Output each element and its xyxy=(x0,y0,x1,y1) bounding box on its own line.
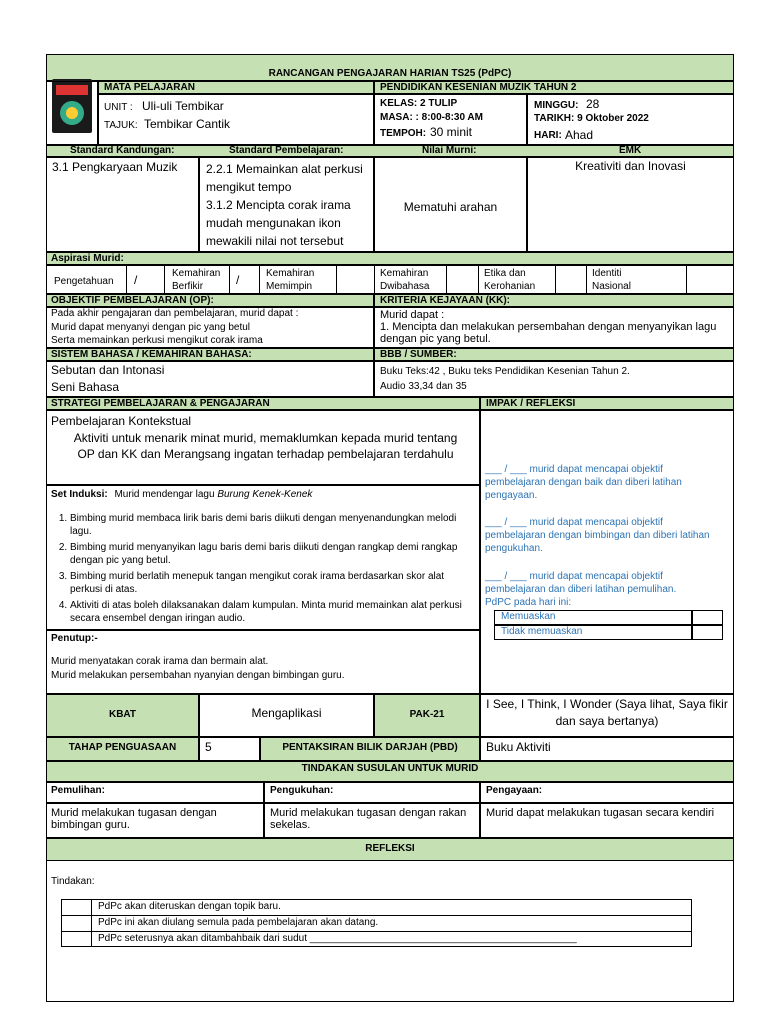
tajuk-label: TAJUK: xyxy=(104,120,138,131)
tindakan-susulan-label: TINDAKAN SUSULAN UNTUK MURID xyxy=(301,763,479,774)
aspirasi-identiti: Identiti Nasional xyxy=(592,268,631,292)
mata-pelajaran-label: MATA PELAJARAN xyxy=(104,82,195,93)
nilai-value: Mematuhi arahan xyxy=(403,200,498,214)
bahasa-line2: Seni Bahasa xyxy=(51,380,120,394)
aspirasi-etika: Etika dan Kerohanian xyxy=(484,268,536,292)
impak-label: IMPAK / REFLEKSI xyxy=(486,398,576,409)
aspirasi-pengetahuan: Pengetahuan xyxy=(54,276,114,287)
kriteria-label: KRITERIA KEJAYAAN (KK): xyxy=(380,295,511,306)
minggu-label: MINGGU: xyxy=(534,100,579,111)
tindakan-check-2[interactable] xyxy=(62,916,91,931)
tindakan-check-1[interactable] xyxy=(62,900,91,915)
strategi-label: STRATEGI PEMBELAJARAN & PENGAJARAN xyxy=(51,398,270,409)
pengukuhan-value: Murid melakukan tugasan dengan rakan sekelas. xyxy=(270,807,467,831)
pengayaan-label: Pengayaan: xyxy=(486,785,543,796)
objektif-line1: Pada akhir pengajaran dan pembelajaran, murid dapat : xyxy=(51,308,299,319)
sk-label: Standard Kandungan: xyxy=(70,145,175,156)
tajuk-value: Tembikar Cantik xyxy=(144,117,231,131)
pbd-value: Buku Aktiviti xyxy=(486,740,551,754)
hari-value: Ahad xyxy=(565,128,594,142)
pbd-label: PENTAKSIRAN BILIK DARJAH (PBD) xyxy=(282,742,458,753)
aspirasi-dwibahasa: Kemahiran Dwibahasa xyxy=(380,268,430,292)
set-induksi-text: Murid mendengar lagu xyxy=(114,489,215,500)
sp-value-2: 3.1.2 Mencipta corak irama mudah mengunakan ikon mewakili nilai not tersebut xyxy=(206,198,351,248)
penutup-line1: Murid menyatakan corak irama dan bermain alat. xyxy=(51,656,269,667)
bbb-line1: Buku Teks:42 , Buku teks Pendidikan Kesenian Tahun 2. xyxy=(380,366,630,377)
subject-name: PENDIDIKAN KESENIAN MUZIK TAHUN 2 xyxy=(380,82,577,93)
minggu-value: 28 xyxy=(586,97,600,111)
objektif-line2: Murid dapat menyanyi dengan pic yang betul xyxy=(51,322,251,333)
logo-cell xyxy=(46,81,98,145)
aspirasi-header xyxy=(46,252,734,265)
tindakan-option-3: PdPc seterusnya akan ditambahbaik dari sudut ________________________________________________ xyxy=(98,933,577,944)
memuaskan-check[interactable] xyxy=(692,610,723,625)
tindakan-option-2: PdPc ini akan diulang semula pada pembelajaran akan datang. xyxy=(98,917,379,928)
bbb-label: BBB / SUMBER: xyxy=(380,349,457,360)
aspirasi-label: Aspirasi Murid: xyxy=(51,253,124,264)
pk-description: Aktiviti untuk menarik minat murid, memaklumkan kepada murid tentang OP dan KK dan Merangsang ingatan terhadap pembelajaran terdahulu xyxy=(73,431,458,461)
pak-value: I See, I Think, I Wonder (Saya lihat, Saya fikir dan saya bertanya) xyxy=(486,697,728,728)
kbat-value: Mengaplikasi xyxy=(251,706,322,720)
unit-label: UNIT : xyxy=(104,102,133,113)
activity-step: 2. Bimbing murid menyanyikan lagu baris demi baris diikuti dengan rangkap demi rangkap dengan pic yang betul. xyxy=(70,541,476,567)
set-induksi-line xyxy=(51,489,312,500)
pemulihan-label: Pemulihan: xyxy=(51,785,105,796)
aspirasi-berfikir: Kemahiran Berfikir xyxy=(172,268,221,292)
activity-step: 1. Bimbing murid membaca lirik baris demi baris diikuti dengan menyenandungkan melodi lagu. xyxy=(70,512,476,538)
tahap-value: 5 xyxy=(205,740,212,754)
pengukuhan-label: Pengukuhan: xyxy=(270,785,334,796)
bahasa-line1: Sebutan dan Intonasi xyxy=(51,363,165,377)
objektif-label: OBJEKTIF PEMBELAJARAN (OP): xyxy=(51,295,214,306)
set-induksi-label: Set Induksi: xyxy=(51,489,108,500)
penutup-label: Penutup:- xyxy=(51,633,98,644)
pengayaan-value: Murid dapat melakukan tugasan secara kendiri xyxy=(486,807,715,819)
refleksi-label: REFLEKSI xyxy=(365,843,415,854)
bahasa-label: SISTEM BAHASA / KEMAHIRAN BAHASA: xyxy=(51,349,252,360)
impak-item-1: ___ / ___ murid dapat mencapai objektif pembelajaran dengan baik dan diberi latihan pengayaan. xyxy=(485,464,682,501)
tempoh-value: 30 minit xyxy=(430,125,473,139)
berfikir-mark: / xyxy=(236,273,240,287)
lesson-plan-page xyxy=(46,54,734,1016)
unit-tajuk-cell xyxy=(98,94,374,145)
aspirasi-memimpin: Kemahiran Memimpin xyxy=(266,268,315,292)
pak-label: PAK-21 xyxy=(409,709,445,720)
hari-label: HARI: xyxy=(534,130,562,141)
tidak-memuaskan-label: Tidak memuaskan xyxy=(501,626,583,637)
tempoh-label: TEMPOH: xyxy=(380,128,427,139)
activity-step: 3. Bimbing murid berlatih menepuk tangan mengikut corak irama berdasarkan skor alat perkusi di atas. xyxy=(70,570,476,596)
emk-label: EMK xyxy=(619,145,642,156)
activity-step: 4. Aktiviti di atas boleh dilaksanakan dalam kumpulan. Minta murid memainkan alat perkusi secara ensembel dengan iringan audio. xyxy=(70,599,476,625)
kriteria-line1: Murid dapat : xyxy=(380,309,445,321)
page-title: RANCANGAN PENGAJARAN HARIAN TS25 (PdPC) xyxy=(268,68,512,79)
tindakan-option-1: PdPc akan diteruskan dengan topik baru. xyxy=(98,901,281,912)
nilai-label: Nilai Murni: xyxy=(422,145,477,156)
pk-title: Pembelajaran Kontekstual xyxy=(51,414,192,428)
kelas-label: KELAS: 2 TULIP xyxy=(380,98,458,109)
sp-label: Standard Pembelajaran: xyxy=(229,145,344,156)
set-induksi-song: Burung Kenek-Kenek xyxy=(217,489,313,500)
masa-label: MASA: : 8:00-8:30 AM xyxy=(380,112,483,123)
tidak-memuaskan-check[interactable] xyxy=(692,625,723,640)
penutup-line2: Murid melakukan persembahan nyanyian dengan bimbingan guru. xyxy=(51,670,345,681)
tahap-label: TAHAP PENGUASAAN xyxy=(68,742,177,753)
emk-value: Kreativiti dan Inovasi xyxy=(575,159,686,173)
unit-value: Uli-uli Tembikar xyxy=(142,99,224,113)
bbb-line2: Audio 33,34 dan 35 xyxy=(380,381,467,392)
sp-value-1: 2.2.1 Memainkan alat perkusi mengikut tempo xyxy=(206,162,363,194)
pengetahuan-mark: / xyxy=(134,273,138,287)
kriteria-line2: 1. Mencipta dan melakukan persembahan dengan menyanyikan lagu dengan pic yang betul. xyxy=(380,321,717,345)
tarikh-label: TARIKH: 9 Oktober 2022 xyxy=(534,113,649,124)
objektif-line3: Serta memainkan perkusi mengikut corak irama xyxy=(51,335,263,346)
impak-item-3: ___ / ___ murid dapat mencapai objektif pembelajaran dan diberi latihan pemulihan. xyxy=(485,571,677,595)
pdpc-label: PdPC pada hari ini: xyxy=(485,597,572,608)
impak-item-2: ___ / ___ murid dapat mencapai objektif pembelajaran dengan bimbingan dan diberi latihan pengukuhan. xyxy=(485,517,710,554)
memuaskan-label: Memuaskan xyxy=(501,611,556,622)
tindakan-label: Tindakan: xyxy=(51,876,95,887)
kbat-label: KBAT xyxy=(108,709,137,720)
sk-value: 3.1 Pengkaryaan Muzik xyxy=(52,160,178,174)
activity-steps xyxy=(70,512,476,628)
pemulihan-value: Murid melakukan tugasan dengan bimbingan guru. xyxy=(51,807,217,831)
tindakan-check-3[interactable] xyxy=(62,932,91,947)
